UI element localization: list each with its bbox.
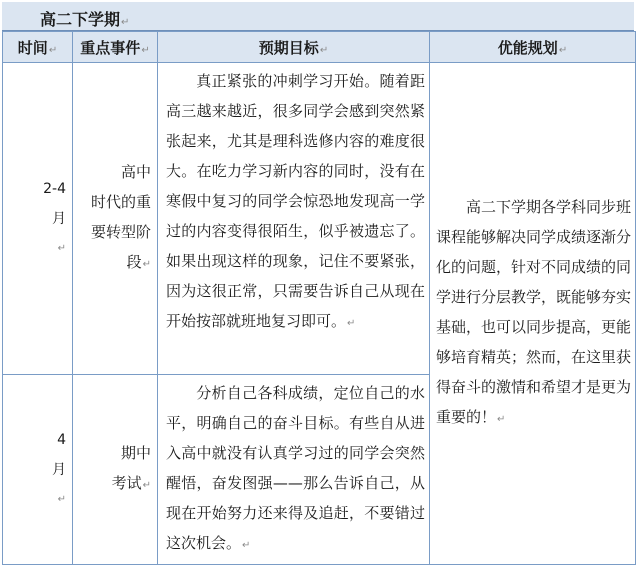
event-cell: 高中 时代的重 要转型阶 段↵	[73, 63, 158, 375]
time-cell: 4 月 ↵	[3, 375, 73, 565]
table-row	[3, 63, 636, 375]
header-goal: 预期目标↵	[158, 32, 430, 63]
header-row	[3, 32, 636, 63]
event-cell: 期中 考试↵	[73, 375, 158, 565]
plan-table	[2, 31, 636, 565]
title-bar	[2, 2, 634, 31]
header-plan: 优能规划↵	[430, 32, 636, 63]
header-time: 时间↵	[3, 32, 73, 63]
plan-cell: 高二下学期各学科同步班课程能够解决同学成绩逐渐分化的问题，针对不同成绩的同学进行分层教学，既能够夯实基础，也可以同步提高，更能够培育精英；然而，在这里获得奋斗的激情和希望才是更为重要的！↵	[430, 63, 636, 565]
semester-title: 高二下学期↵	[40, 10, 130, 29]
goal-cell: 分析自己各科成绩，定位自己的水平，明确自己的奋斗目标。有些自从进入高中就没有认真学习过的同学会突然醒悟，奋发图强——那么告诉自己，从现在开始努力还来得及追赶，不要错过这次机会。↵	[158, 375, 430, 565]
time-cell: 2-4 月 ↵	[3, 63, 73, 375]
header-event: 重点事件↵	[73, 32, 158, 63]
goal-cell: 真正紧张的冲刺学习开始。随着距高三越来越近，很多同学会感到突然紧张起来，尤其是理科选修内容的难度很大。在吃力学习新内容的同时，没有在寒假中复习的同学会惊恐地发现高一学过的内容变得很陌生，似乎被遗忘了。如果出现这样的现象，记住不要紧张，因为这很正常，只需要告诉自己从现在开始按部就班地复习即可。↵	[158, 63, 430, 375]
